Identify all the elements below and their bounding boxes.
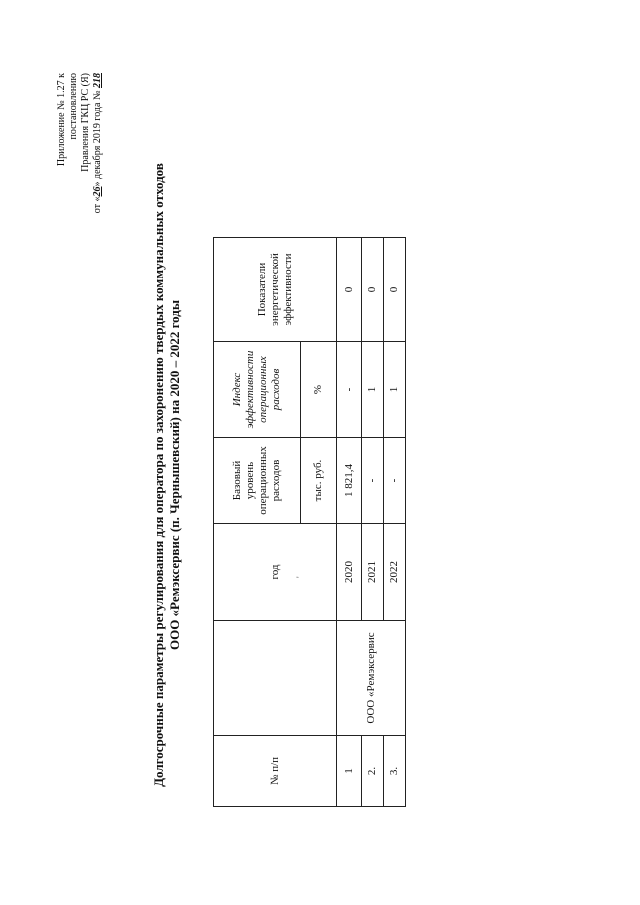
document-title xyxy=(151,105,183,845)
row-efficiency-index: 1 xyxy=(384,342,406,438)
title-line-2: ООО «Ремэксервис (п. Чернышевский) на 2020 – 2022 годы xyxy=(167,299,182,651)
row-base-level: - xyxy=(362,438,384,524)
header-row xyxy=(214,238,301,807)
header-energy-efficiency: Показатели энергетической эффективности xyxy=(214,238,337,342)
header-base-level: Базовый уровень операционных расходов xyxy=(214,438,301,524)
row-efficiency-index: 1 xyxy=(362,342,384,438)
row-base-level: - xyxy=(384,438,406,524)
unit-base-level: тыс. руб. xyxy=(301,438,337,524)
row-num: 2. xyxy=(362,736,384,807)
row-num: 3. xyxy=(384,736,406,807)
row-year: 2022 xyxy=(384,524,406,621)
row-energy-efficiency: 0 xyxy=(384,238,406,342)
appendix-reference xyxy=(56,73,104,233)
header-efficiency-index: Индекс эффективности операционных расходов xyxy=(214,342,301,438)
title-line-1: Долгосрочные параметры регулирования для оператора по захоронению твердых коммунальных отходов xyxy=(151,163,166,787)
stray-mark: ' xyxy=(295,576,305,578)
appendix-line-1: Приложение № 1.27 к постановлению xyxy=(56,73,79,167)
unit-efficiency-index: % xyxy=(301,342,337,438)
header-num: № п/п xyxy=(214,736,337,807)
table-row xyxy=(337,238,362,807)
header-organization xyxy=(214,621,337,736)
handwritten-day: 26 xyxy=(92,186,103,197)
appendix-line-3 xyxy=(92,73,104,233)
row-num: 1 xyxy=(337,736,362,807)
row-year: 2021 xyxy=(362,524,384,621)
row-base-level: 1 821,4 xyxy=(337,438,362,524)
row-efficiency-index: - xyxy=(337,342,362,438)
organization-cell: ООО «Ремэксервис xyxy=(337,621,406,736)
header-year: год xyxy=(214,524,337,621)
row-year: 2020 xyxy=(337,524,362,621)
handwritten-number: 218 xyxy=(92,73,103,88)
date-prefix: от « xyxy=(92,196,103,214)
parameters-table xyxy=(213,237,406,807)
row-energy-efficiency: 0 xyxy=(362,238,384,342)
date-suffix: » декабря 2019 года № xyxy=(92,90,103,187)
row-energy-efficiency: 0 xyxy=(337,238,362,342)
appendix-line-2: Правления ГКЦ РС (Я) xyxy=(80,73,91,172)
